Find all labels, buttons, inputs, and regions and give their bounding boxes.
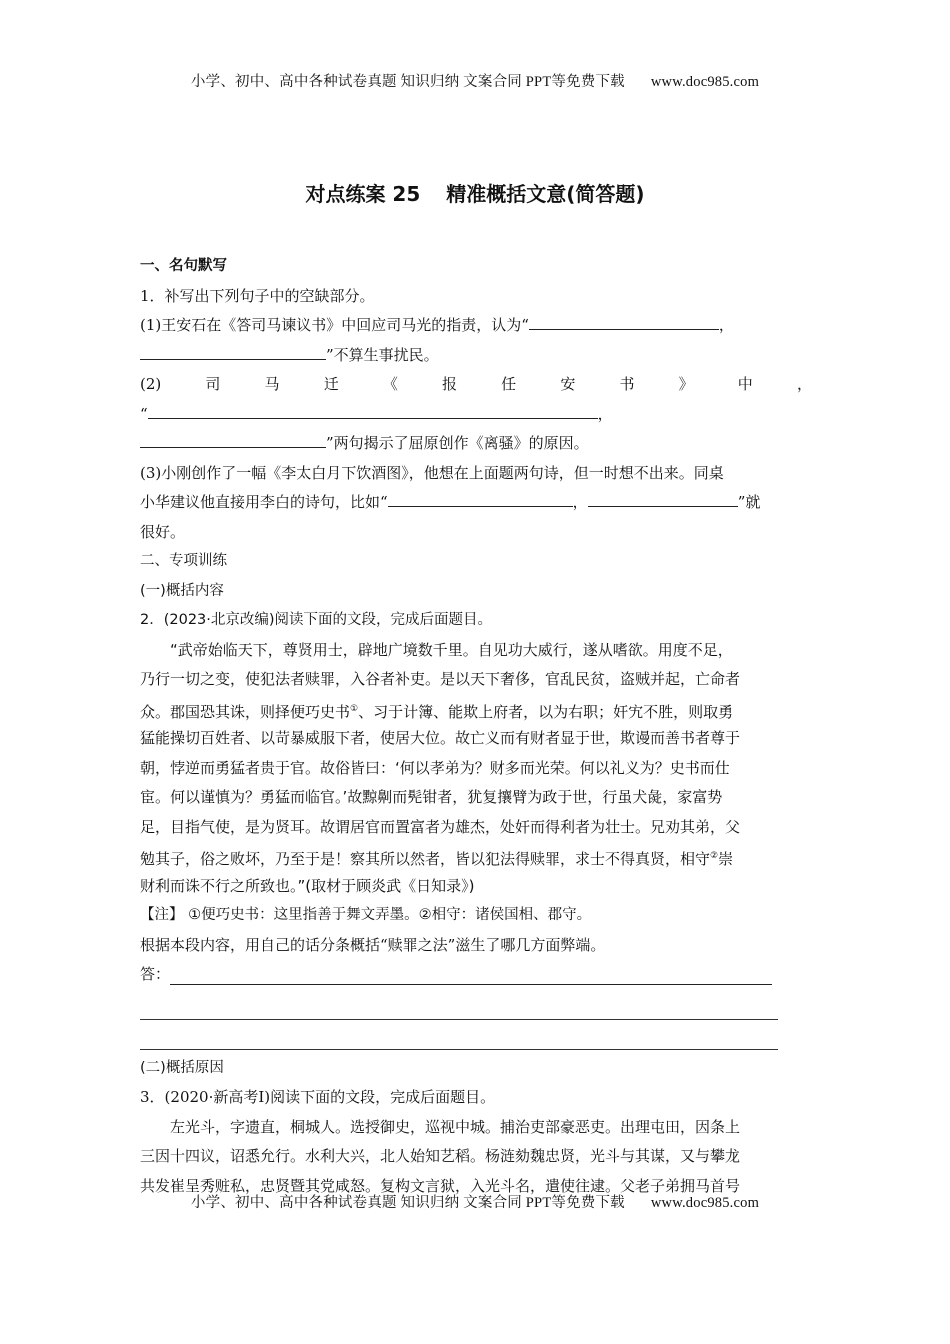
header-url[interactable]: www.doc985.com	[650, 74, 760, 90]
q1-stem: 1．补写出下列句子中的空缺部分。	[140, 286, 375, 305]
q1-part1-line2: ”不算生事扰民。	[140, 341, 812, 371]
footer-text: 小学、初中、高中各种试卷真题 知识归纳 文案合同 PPT等免费下载	[190, 1195, 625, 1211]
answer-blank[interactable]	[170, 964, 772, 985]
q2-note: 【注】 ①便巧史书：这里指善于舞文弄墨。②相守：诸侯国相、郡守。	[140, 907, 592, 923]
q1-part1-line1: (1)王安石在《答司马谏议书》中回应司马光的指责，认为“ ，	[140, 311, 812, 341]
footnote-ref-2: ②	[710, 851, 719, 861]
title-part2: 精准概括文意(简答题)	[446, 182, 645, 206]
answer-label: 答：	[140, 965, 171, 983]
q2-answer-line1	[140, 960, 812, 990]
answer-blank[interactable]	[140, 990, 778, 1020]
q1-part3-line1: (3)小刚创作了一幅《李太白月下饮酒图》，他想在上面题两句诗，但一时想不出来。同桌	[140, 463, 724, 482]
q1-part3-line2: 小华建议他直接用李白的诗句，比如“ ， ”就	[140, 488, 812, 518]
footer-url[interactable]: www.doc985.com	[650, 1195, 760, 1211]
section2-heading: 二、专项训练	[140, 553, 227, 569]
q2-passage: “武帝始临天下，尊贤用士，辟地广境数千里。自见功大威行，遂从嗜欲。用度不足， 乃行一切之变，使犯法者赎罪，入谷者补吏。是以天下奢侈，官乱民贫，盗贼并起，亡命者 众。郡国恐其诛，则择便巧史书①、习于计簿、能欺上府者，以为右职；奸宄不胜，则取勇 猛能操切百姓者、以苛暴威服下者，使居大位。故亡义而有财者显于世，欺谩而善书者尊于 朝，悖逆而勇猛者贵于官。故俗皆曰：‘何以孝弟为？财多而光荣。何以礼义为？史书而仕 宦。何以谨慎为？勇猛而临官。’故黥劓而髡钳者，犹复攘臂为政于世，行虽犬彘，家富势 足，目指气使，是为贤耳。故谓居官而置富者为雄杰，处奸而得利者为壮士。兄劝其弟，父 勉其子，俗之败坏，乃至于是！察其所以然者，皆以犯法得赎罪，求士不得真贤，相守②崇 财利而诛不行之所致也。”(取材于顾炎武《日知录》)	[140, 640, 741, 895]
footnote-ref-1: ①	[350, 703, 359, 714]
answer-blank[interactable]	[140, 341, 326, 360]
sub1-heading: (一)概括内容	[140, 582, 224, 599]
q3-stem: 3．(2020·新高考Ⅰ)阅读下面的文段，完成后面题目。	[140, 1088, 496, 1106]
answer-blank[interactable]	[140, 429, 326, 448]
q2-stem: 2．(2023·北京改编)阅读下面的文段，完成后面题目。	[140, 612, 493, 628]
page-title	[0, 178, 950, 207]
section1-heading: 一、名句默写	[140, 258, 227, 274]
answer-blank[interactable]	[148, 400, 598, 419]
q1-part3-line3: 很好。	[140, 522, 186, 541]
q3-passage: 左光斗，字遗直，桐城人。选授御史，巡视中城。捕治吏部豪恶吏。出理屯田，因条上 三因十四议，诏悉允行。水利大兴，北人始知艺稻。杨涟劾魏忠贤，光斗与其谋，又与攀龙 共发崔呈秀赃私，忠贤暨其党咸怒。复构文言狱，入光斗名，遣使往逮。父老子弟拥马首号	[140, 1117, 741, 1195]
q1-part2-line3: ”两句揭示了屈原创作《离骚》的原因。	[140, 429, 812, 459]
answer-blank[interactable]	[529, 311, 719, 330]
header-text: 小学、初中、高中各种试卷真题 知识归纳 文案合同 PPT等免费下载	[190, 74, 625, 90]
q1-part2-line2: “ ，	[140, 400, 812, 430]
answer-blank[interactable]	[140, 1020, 778, 1050]
document-body	[140, 252, 812, 1201]
page-footer	[0, 1191, 950, 1212]
title-part1: 对点练案 25	[305, 182, 421, 206]
q1-part2-line1: (2) 司 马 迁 《 报 任 安 书 》 中 ，	[140, 375, 812, 393]
sub2-heading: (二)概括原因	[140, 1059, 224, 1076]
q2-question: 根据本段内容，用自己的话分条概括“赎罪之法”滋生了哪几方面弊端。	[140, 935, 606, 954]
page-header	[0, 70, 950, 91]
answer-blank[interactable]	[588, 488, 738, 507]
answer-blank[interactable]	[388, 488, 573, 507]
